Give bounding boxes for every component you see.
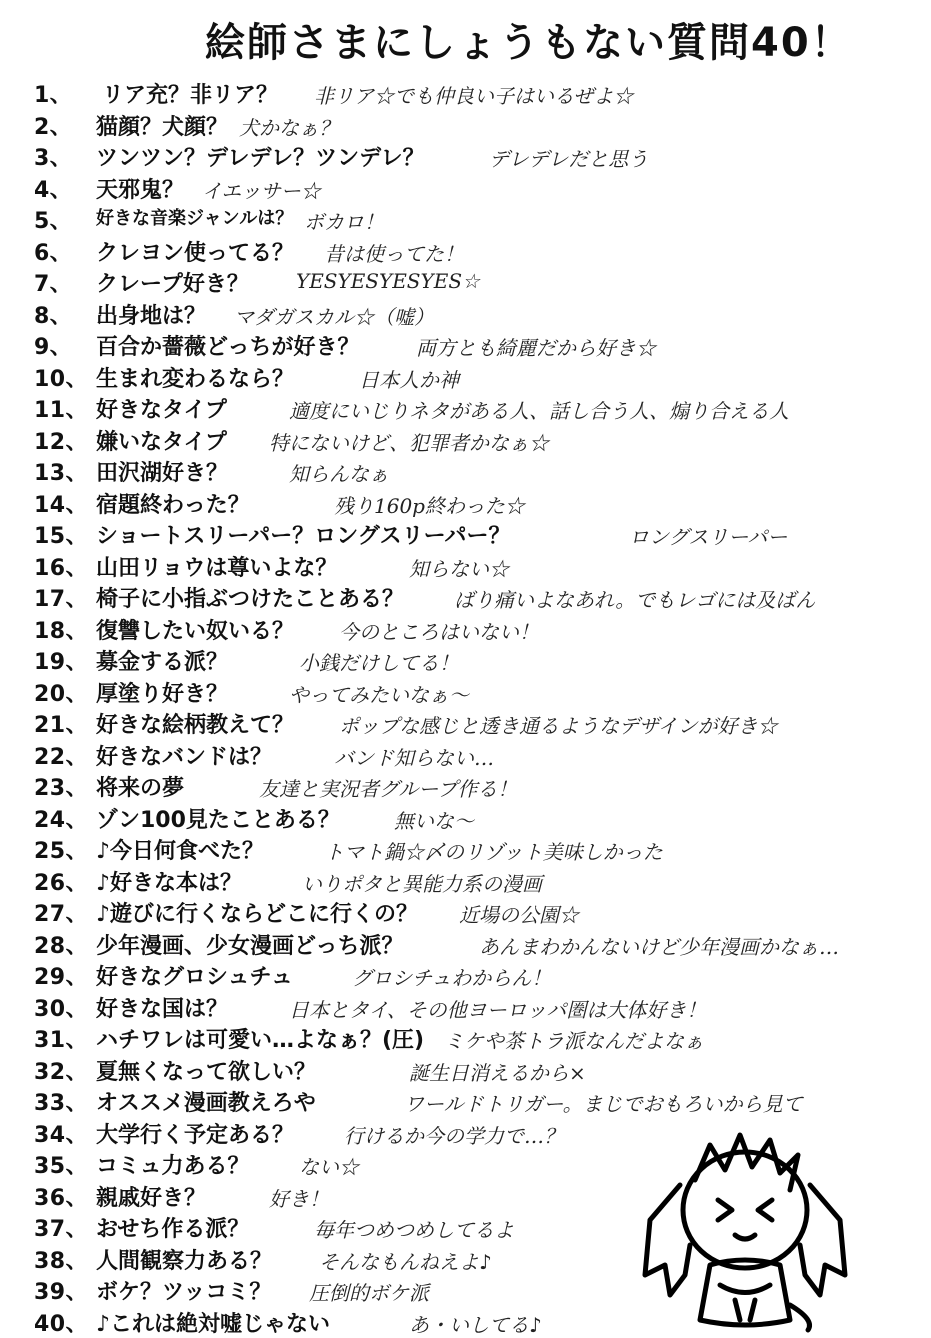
question-number: 27、 xyxy=(34,902,89,927)
handwritten-answer: イエッサー☆ xyxy=(202,178,321,203)
question-number: 8、 xyxy=(34,303,73,329)
question-number: 16、 xyxy=(34,555,89,581)
question-text: 復讐したい奴いる？ xyxy=(96,618,295,644)
question-number: 38、 xyxy=(34,1248,89,1274)
handwritten-answer: バンド知らない… xyxy=(334,745,494,770)
page-title: 絵師さまにしょうもない質問40！ xyxy=(205,20,853,66)
question-text: ゾン100見たことある？ xyxy=(96,807,340,833)
question-row xyxy=(34,769,924,801)
question-number: 23、 xyxy=(34,776,89,801)
handwritten-answer: 特にないけど、犯罪者かなぁ☆ xyxy=(269,430,549,455)
question-text: 椅子に小指ぶつけたことある？ xyxy=(96,587,405,612)
question-text: ツンツン？デレデレ？ツンデレ？ xyxy=(96,146,425,171)
handwritten-answer: 無いな〜 xyxy=(394,808,474,833)
handwritten-answer: ミケや茶トラ派なんだよなぁ xyxy=(444,1029,704,1053)
question-text: 田沢湖好き？ xyxy=(96,461,229,486)
handwritten-answer: そんなもんねえよ♪ xyxy=(319,1249,492,1274)
question-number: 36、 xyxy=(34,1185,89,1211)
question-text: 天邪鬼？ xyxy=(96,177,185,203)
question-text: ♪好きな本は？ xyxy=(96,870,243,896)
handwritten-answer: 圧倒的ボケ派 xyxy=(309,1281,429,1305)
question-text: 好きなバンドは？ xyxy=(96,744,273,770)
handwritten-answer: あんまわかんないけど少年漫画かなぁ… xyxy=(479,934,839,959)
handwritten-answer: デレデレだと思う xyxy=(489,147,649,171)
question-number: 34、 xyxy=(34,1122,89,1148)
question-number: 30、 xyxy=(34,996,89,1022)
question-number: 7、 xyxy=(34,272,73,297)
question-text: 生まれ変わるなら？ xyxy=(96,366,295,392)
question-row xyxy=(34,517,924,549)
question-row xyxy=(34,832,924,864)
question-text: 好きな音楽ジャンルは？ xyxy=(96,208,294,229)
question-number: 10、 xyxy=(34,366,89,392)
question-text: ♪今日何食べた？ xyxy=(96,839,265,864)
handwritten-answer: ばり痛いよなあれ。でもレゴには及ばん xyxy=(454,588,816,612)
question-number: 13、 xyxy=(34,461,89,486)
question-text: クレヨン使ってる？ xyxy=(96,240,295,266)
question-row xyxy=(34,643,924,675)
question-number: 39、 xyxy=(34,1280,89,1305)
question-number: 9、 xyxy=(34,335,73,360)
handwritten-answer: 小銭だけしてる！ xyxy=(299,651,459,675)
handwritten-answer: 今のところはいない！ xyxy=(339,619,539,644)
question-text: 好きな国は？ xyxy=(96,996,229,1022)
question-number: 12、 xyxy=(34,429,89,455)
question-text: ボケ？ツッコミ？ xyxy=(96,1280,272,1305)
question-text: 厚塗り好き？ xyxy=(96,681,229,707)
question-row xyxy=(34,706,924,738)
question-row xyxy=(34,360,924,392)
handwritten-answer: 知らんなぁ xyxy=(289,462,389,486)
question-number: 40、 xyxy=(34,1311,89,1337)
handwritten-answer: あ・いしてる♪ xyxy=(409,1312,542,1337)
question-row xyxy=(34,108,924,140)
handwritten-answer: 残り160p終わった☆ xyxy=(334,493,525,518)
question-row xyxy=(34,580,924,612)
question-row xyxy=(34,549,924,581)
question-row xyxy=(34,391,924,423)
question-number: 31、 xyxy=(34,1028,89,1053)
handwritten-answer: 昔は使ってた！ xyxy=(324,241,464,266)
question-text: おせち作る派？ xyxy=(96,1217,250,1242)
question-row xyxy=(34,454,924,486)
question-text: 出身地は？ xyxy=(96,303,207,329)
question-row xyxy=(34,864,924,896)
question-row xyxy=(34,202,924,234)
handwritten-answer: YESYESYESYES☆ xyxy=(296,269,480,293)
question-row xyxy=(34,139,924,171)
question-text: ハチワレは可愛い…よなぁ？(圧) xyxy=(96,1028,425,1053)
question-number: 35、 xyxy=(34,1154,89,1179)
handwritten-answer: 知らない☆ xyxy=(409,556,509,581)
question-number: 1、 xyxy=(34,83,73,108)
handwritten-answer: 行けるか今の学力で…？ xyxy=(344,1123,564,1148)
question-text: 山田リョウは尊いよな？ xyxy=(96,555,338,581)
question-number: 22、 xyxy=(34,744,89,770)
question-number: 17、 xyxy=(34,587,89,612)
question-number: 25、 xyxy=(34,839,89,864)
question-text: ♪これは絶対嘘じゃない xyxy=(96,1311,331,1337)
handwritten-answer: ない☆ xyxy=(299,1155,359,1179)
question-text: 募金する派？ xyxy=(96,650,229,675)
question-text: コミュ力ある？ xyxy=(96,1154,250,1179)
question-number: 2、 xyxy=(34,114,73,140)
question-row xyxy=(34,958,924,990)
handwritten-answer: 非リア☆でも仲良い子はいるぜよ☆ xyxy=(314,84,634,108)
question-text: 将来の夢 xyxy=(96,776,185,801)
question-number: 5、 xyxy=(34,209,73,234)
handwritten-answer: 誕生日消えるから× xyxy=(409,1060,586,1085)
question-row xyxy=(34,1021,924,1053)
question-row xyxy=(34,76,924,108)
handwritten-answer: 日本とタイ、その他ヨーロッパ圏は大体好き！ xyxy=(289,997,707,1022)
question-row xyxy=(34,234,924,266)
handwritten-answer: 日本人か神 xyxy=(359,367,459,392)
question-text: 親戚好き？ xyxy=(96,1185,207,1211)
handwritten-answer: ワールドトリガー。まじでおもろいから見て xyxy=(404,1092,803,1116)
handwritten-answer: 犬かなぁ？ xyxy=(239,115,339,140)
question-number: 14、 xyxy=(34,492,89,518)
question-number: 33、 xyxy=(34,1091,89,1116)
question-text: クレープ好き？ xyxy=(96,272,249,297)
question-number: 21、 xyxy=(34,713,89,738)
question-number: 4、 xyxy=(34,177,73,203)
question-number: 32、 xyxy=(34,1059,89,1085)
chibi-devil-doodle xyxy=(640,1125,850,1335)
question-row xyxy=(34,801,924,833)
question-row xyxy=(34,328,924,360)
question-text: 少年漫画、少女漫画どっち派？ xyxy=(96,933,404,959)
handwritten-answer: トマト鍋☆〆のリゾット美味しかった xyxy=(324,840,663,864)
handwritten-answer: 好き！ xyxy=(269,1186,329,1211)
question-text: 猫顔？犬顔？ xyxy=(96,114,229,140)
question-number: 29、 xyxy=(34,965,89,990)
handwritten-answer: いりポタと異能力系の漫画 xyxy=(302,871,542,896)
question-row xyxy=(34,423,924,455)
handwritten-answer: グロシチュわからん！ xyxy=(352,966,552,990)
handwritten-answer: 適度にいじりネタがある人、話し合う人、煽り合える人 xyxy=(289,399,789,423)
question-text: 好きな絵柄教えて？ xyxy=(96,713,295,738)
question-row xyxy=(34,265,924,297)
handwritten-answer: ロングスリーパー xyxy=(629,525,788,549)
question-row xyxy=(34,675,924,707)
question-text: ショートスリーパー？ロングスリーパー？ xyxy=(96,524,511,549)
question-text: 好きなタイプ xyxy=(96,398,227,423)
handwritten-answer: マダガスカル☆（嘘） xyxy=(234,304,434,329)
question-row xyxy=(34,1053,924,1085)
question-text: 好きなグロシュチュ xyxy=(96,965,293,990)
question-number: 20、 xyxy=(34,681,89,707)
handwritten-answer: ボカロ！ xyxy=(304,210,384,234)
question-number: 24、 xyxy=(34,807,89,833)
handwritten-answer: 両方とも綺麗だから好き☆ xyxy=(416,336,656,360)
question-text: 百合か薔薇どっちが好き？ xyxy=(96,335,360,360)
question-row xyxy=(34,990,924,1022)
question-text: 嫌いなタイプ xyxy=(96,429,227,455)
question-row xyxy=(34,297,924,329)
question-row xyxy=(34,895,924,927)
question-number: 18、 xyxy=(34,618,89,644)
handwritten-answer: 近場の公園☆ xyxy=(459,903,579,927)
question-text: 人間観察力ある？ xyxy=(96,1248,273,1274)
question-row xyxy=(34,171,924,203)
question-text: オススメ漫画教えろや xyxy=(96,1091,316,1116)
question-number: 6、 xyxy=(34,240,73,266)
question-text: 大学行く予定ある？ xyxy=(96,1122,295,1148)
question-row xyxy=(34,612,924,644)
question-number: 3、 xyxy=(34,146,73,171)
handwritten-answer: ポップな感じと透き通るようなデザインが好き☆ xyxy=(339,714,778,738)
question-row xyxy=(34,738,924,770)
handwritten-answer: やってみたいなぁ〜 xyxy=(289,682,469,707)
question-text: ♪遊びに行くならどこに行くの？ xyxy=(96,902,419,927)
question-row xyxy=(34,927,924,959)
question-number: 15、 xyxy=(34,524,89,549)
question-row xyxy=(34,1084,924,1116)
question-number: 19、 xyxy=(34,650,89,675)
question-number: 37、 xyxy=(34,1217,89,1242)
question-text: 夏無くなって欲しい？ xyxy=(96,1059,317,1085)
question-number: 28、 xyxy=(34,933,89,959)
handwritten-answer: 友達と実況者グループ作る！ xyxy=(259,777,518,801)
question-text: 宿題終わった？ xyxy=(96,492,250,518)
question-number: 11、 xyxy=(34,398,89,423)
question-number: 26、 xyxy=(34,870,89,896)
question-row xyxy=(34,486,924,518)
handwritten-answer: 毎年つめつめしてるよ xyxy=(314,1218,514,1242)
question-text: リア充？非リア？ xyxy=(102,83,279,108)
